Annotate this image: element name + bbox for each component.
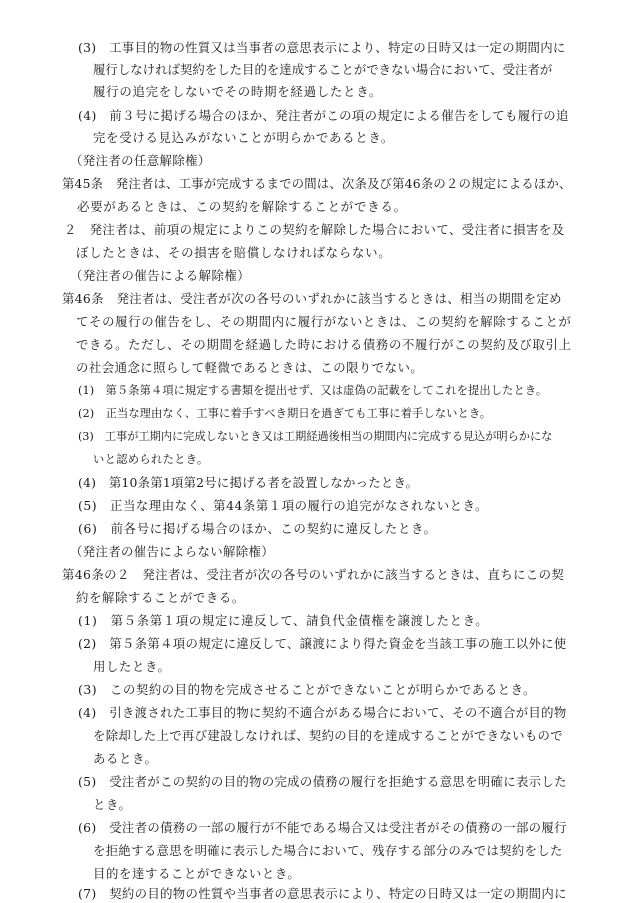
list-item: (5) 受注者がこの契約の目的物の完成の債務の履行を拒絶する意思を明確に表示した xyxy=(78,774,567,789)
article-45: 第45条 発注者は、工事が完成するまでの間は、次条及び第46条の２の規定によるほか、 xyxy=(62,176,572,191)
article-46-2: 第46条の２ 発注者は、受注者が次の各号のいずれかに該当するときは、直ちにこの契 xyxy=(62,567,565,582)
text-line: いと認められたとき。 xyxy=(93,453,209,466)
text-line: とき。 xyxy=(93,797,132,812)
list-item: (1) 第５条第１項の規定に違反して、請負代金債権を譲渡したとき。 xyxy=(78,613,489,628)
section-heading: （発注者の催告による解除権） xyxy=(70,268,251,283)
text-line: てその履行の催告をし、その期間内に履行がないときは、この契約を解除することが xyxy=(76,314,572,329)
text-line: 必要があるときは、この契約を解除することができる。 xyxy=(77,199,407,214)
list-item: (3) 工事が工期内に完成しないとき又は工期経過後相当の期間内に完成する見込が明らかにな xyxy=(78,430,553,443)
text-line: 用したとき。 xyxy=(93,659,171,674)
text-line: 履行しなければ契約をした目的を達成することができない場合において、受注者が xyxy=(93,62,553,77)
text-line: 約を解除することができる。 xyxy=(76,590,245,605)
section-heading: （発注者の催告によらない解除権） xyxy=(70,544,275,559)
article-46: 第46条 発注者は、受注者が次の各号のいずれかに該当するときは、相当の期間を定め xyxy=(62,291,562,306)
text-line: 目的を達することができないとき。 xyxy=(93,866,301,881)
list-item: (2) 第５条第４項の規定に違反して、譲渡により得た資金を当該工事の施工以外に使 xyxy=(78,636,567,651)
text-line: を拒絶する意思を明確に表示した場合において、残存する部分のみでは契約をした xyxy=(93,843,563,858)
list-item: (3) この契約の目的物を完成させることができないことが明らかであるとき。 xyxy=(78,682,536,697)
list-item: (6) 受注者の債務の一部の履行が不能である場合又は受注者がその債務の一部の履行 xyxy=(78,820,567,835)
list-item: (4) 引き渡された工事目的物に契約不適合がある場合において、その不適合が目的物 xyxy=(78,705,567,720)
paragraph-2: ２ 発注者は、前項の規定によりこの契約を解除した場合において、受注者に損害を及 xyxy=(64,222,565,237)
text-line: あるとき。 xyxy=(93,751,158,766)
text-line: 完を受ける見込みがないことが明らかであるとき。 xyxy=(93,130,395,145)
list-item: (7) 契約の目的物の性質や当事者の意思表示により、特定の日時又は一定の期間内に xyxy=(78,886,567,901)
text-line: の社会通念に照らして軽微であるときは、この限りでない。 xyxy=(76,360,424,375)
text-line: (3) 工事目的物の性質又は当事者の意思表示により、特定の日時又は一定の期間内に xyxy=(78,40,566,55)
list-item: (4) 第10条第1項第2号に掲げる者を設置しなかったとき。 xyxy=(78,475,419,490)
list-item: (6) 前各号に掲げる場合のほか、この契約に違反したとき。 xyxy=(78,521,437,536)
text-line: (4) 前３号に掲げる場合のほか、発注者がこの項の規定による催告をしても履行の追 xyxy=(78,108,569,123)
list-item: (1) 第５条第４項に規定する書類を提出せず、又は虚偽の記載をしてこれを提出したとき。 xyxy=(78,384,548,397)
section-heading: （発注者の任意解除権） xyxy=(70,153,211,168)
text-line: できる。ただし、その期間を経過した時における債務の不履行がこの契約及び取引上 xyxy=(76,337,572,352)
text-line: 履行の追完をしないでその時期を経過したとき。 xyxy=(93,84,383,99)
list-item: (5) 正当な理由なく、第44条第１項の履行の追完がなされないとき。 xyxy=(78,498,488,513)
text-line: ぼしたときは、その損害を賠償しなければならない。 xyxy=(76,245,392,260)
list-item: (2) 正当な理由なく、工事に着手すべき期日を過ぎても工事に着手しないとき。 xyxy=(78,407,492,420)
text-line: を除却した上で再び建設しなければ、契約の目的を達成することができないもので xyxy=(93,728,563,743)
